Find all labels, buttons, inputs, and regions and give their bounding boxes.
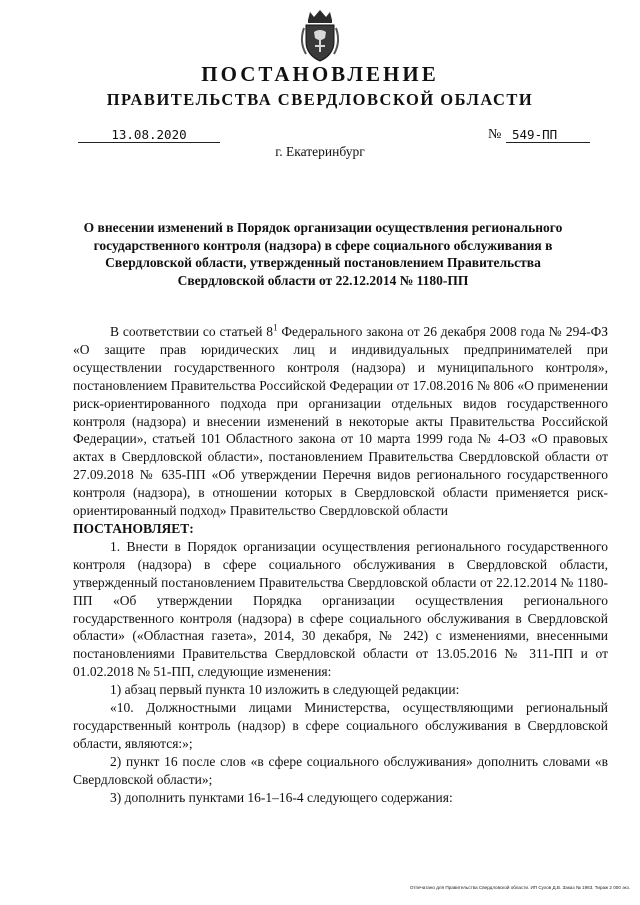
- document-date: 13.08.2020: [78, 127, 220, 143]
- document-number: 549-ПП: [506, 127, 590, 143]
- article-superscript: 1: [273, 322, 278, 333]
- preamble-paragraph: В соответствии со статьей $8^1$ Федерального закона от 26 декабря 2008 года № 294-ФЗ «О защите прав юридических лиц и индивидуальных предпринимателей при осуществлении государственного контроля (надзора) и муниципального контроля», постановлением Правительства Российской Федерации от 17.08.2016 № 806 «О применении риск-ориентированного подхода при организации отдельных видов государственного контроля (надзора) и внесении изменений в некоторые акты Правительства Российской Федерации», статьей 101 Областного закона от 10 марта 1999 года № 4-ОЗ «О правовых актах в Свердловской области», постановлением Правительства Свердловской области от 27.09.2018 № 635-ПП «Об утверждении Перечня видов регионального государственного контроля (надзора), в отношении которых в Свердловской области применяется риск-ориентированный подход» Правительство Свердловской области: [73, 322, 609, 519]
- paragraph-item: «10. Должностными лицами Министерства, осуществляющими региональный государственный контроль (надзор) в сфере социального обслуживания в Свердловской области, являются:»;: [73, 700, 608, 751]
- sverdlovsk-coat-of-arms-icon: [296, 8, 344, 64]
- document-type-title: ПОСТАНОВЛЕНИЕ: [201, 62, 439, 86]
- paragraph-item: 2) пункт 16 после слов «в сфере социального обслуживания» дополнить словами «в Свердловской области»;: [73, 753, 608, 787]
- paragraph-item: 3) дополнить пунктами 16-1–16-4 следующего содержания:: [110, 789, 453, 805]
- document-body: [73, 323, 608, 806]
- paragraph-item: 1) абзац первый пункта 10 изложить в следующей редакции:: [110, 682, 460, 698]
- document-city: г. Екатеринбург: [275, 144, 365, 159]
- decree-word: ПОСТАНОВЛЯЕТ:: [73, 520, 194, 536]
- paragraph-item: 1. Внести в Порядок организации осуществления регионального государственного контроля (надзора) в сфере социального обслуживания в Свердловской области, утвержденный постановлением Правительства Свердловской области от 22.12.2014 № 1180-ПП «Об утверждении Порядка организации осуществления регионального государственного контроля (надзора) в сфере социального обслуживания в Свердловской области» («Областная газета», 2014, 30 декабря, № 242) с изменениями, внесенными постановлениями Правительства Свердловской области от 13.05.2016 № 311-ПП и от 01.02.2018 № 51-ПП, следующие изменения:: [73, 538, 608, 680]
- document-heading: О внесении изменений в Порядок организации осуществления регионального государственного контроля (надзора) в сфере социального обслуживания в Свердловской области, утвержденный постановлением Правительства Свердловской области от 22.12.2014 № 1180-ПП: [83, 220, 563, 288]
- issuing-authority: ПРАВИТЕЛЬСТВА СВЕРДЛОВСКОЙ ОБЛАСТИ: [106, 90, 534, 109]
- print-footer: Отпечатано для Правительства Свердловской области. ИП Сухов Д.В. Заказ № 1963. Тираж 2 000 экз.: [409, 885, 630, 890]
- number-sign: №: [488, 127, 502, 142]
